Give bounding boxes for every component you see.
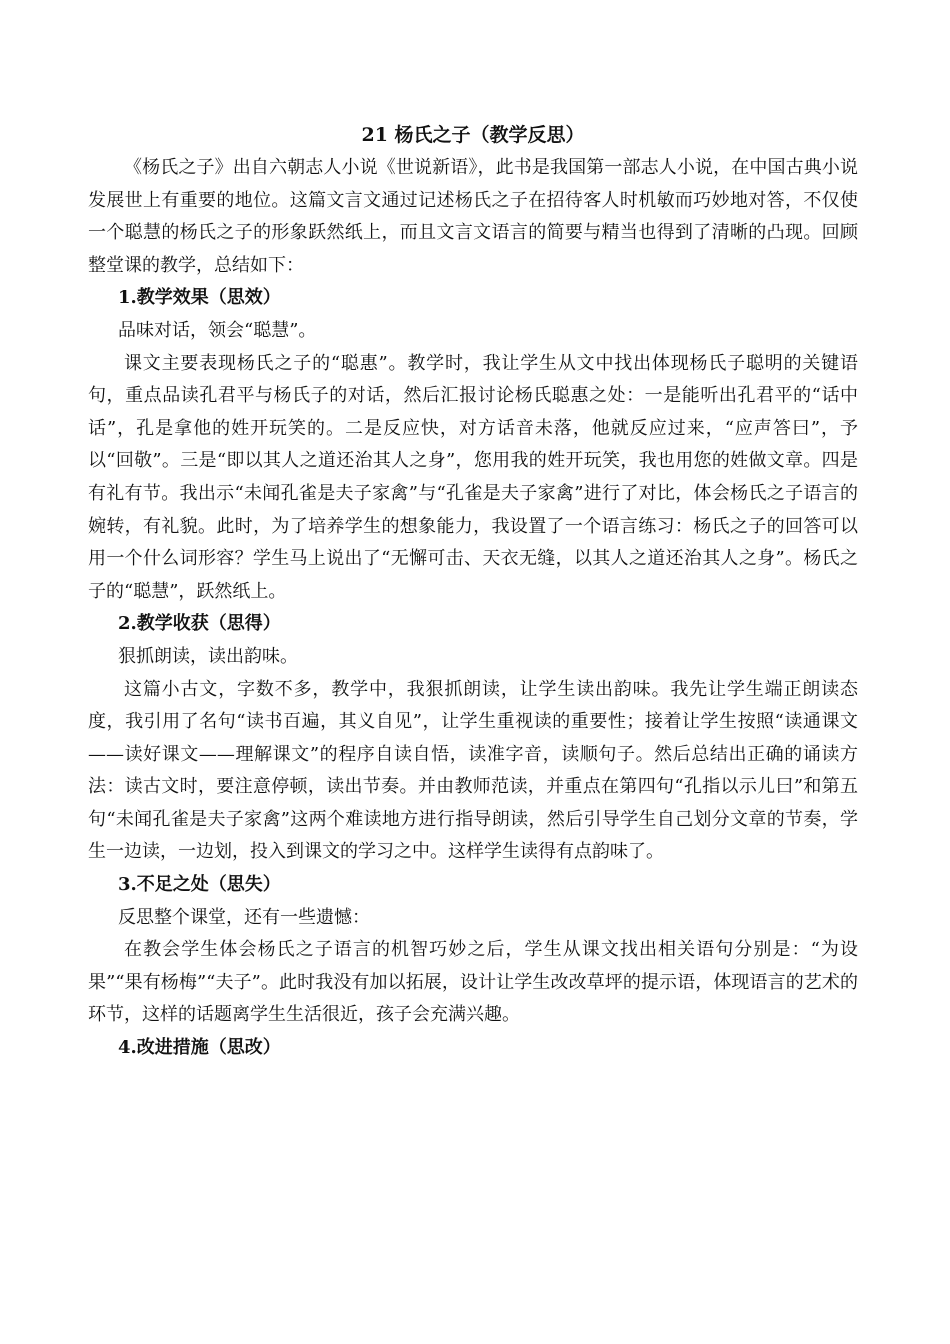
- section-subtitle-effect: 品味对话，领会“聪慧”。: [118, 319, 317, 341]
- section-body-effect: 课文主要表现杨氏之子的“聪惠”。教学时，我让学生从文中找出体现杨氏子聪明的关键语句，重点品读孔君平与杨氏子的对话，然后汇报讨论杨氏聪惠之处：一是能听出孔君平的“话中话”，孔是拿他的姓开玩笑的。二是反应快，对方话音未落，他就反应过来，“应声答曰”，予以“回敬”。三是“即以其人之道还治其人之身”，您用我的姓开玩笑，我也用您的姓做文章。四是有礼有节。我出示“未闻孔雀是夫子家禽”与“孔雀是夫子家禽”进行了对比，体会杨氏之子语言的婉转，有礼貌。此时，为了培养学生的想象能力，我设置了一个语言练习：杨氏之子的回答可以用一个什么词形容？学生马上说出了“无懈可击、天衣无缝，以其人之道还治其人之身”。杨氏之子的“聪慧”，跃然纸上。: [88, 352, 858, 602]
- section-heading-effect: 1.教学效果（思效）: [118, 287, 281, 309]
- section-subtitle-gain: 狠抓朗读，读出韵味。: [118, 645, 298, 667]
- section-heading-improvement: 4.改进措施（思改）: [118, 1037, 281, 1059]
- section-body-gain: 这篇小古文，字数不多，教学中，我狠抓朗读，让学生读出韵味。我先让学生端正朗读态度，我引用了名句“读书百遍，其义自见”，让学生重视读的重要性；接着让学生按照“读通课文——读好课文——理解课文”的程序自读自悟，读准字音，读顺句子。然后总结出正确的诵读方法：读古文时，要注意停顿，读出节奏。并由教师范读，并重点在第四句“孔指以示儿曰”和第五句“未闻孔雀是夫子家禽”这两个难读地方进行指导朗读，然后引导学生自己划分文章的节奏，学生一边读，一边划，投入到课文的学习之中。这样学生读得有点韵味了。: [88, 678, 858, 863]
- document-title: 21 杨氏之子（教学反思）: [361, 124, 585, 146]
- section-body-shortcoming: 在教会学生体会杨氏之子语言的机智巧妙之后，学生从课文找出相关语句分别是：“为设果”“果有杨梅”“夫子”。此时我没有加以拓展，设计让学生改改草坪的提示语，体现语言的艺术的环节，这样的话题离学生生活很近，孩子会充满兴趣。: [88, 939, 858, 1026]
- section-heading-shortcoming: 3.不足之处（思失）: [118, 874, 281, 896]
- intro-paragraph: 《杨氏之子》出自六朝志人小说《世说新语》，此书是我国第一部志人小说，在中国古典小说发展世上有重要的地位。这篇文言文通过记述杨氏之子在招待客人时机敏而巧妙地对答，不仅使一个聪慧的杨氏之子的形象跃然纸上，而且文言文语言的简要与精当也得到了清晰的凸现。回顾整堂课的教学，总结如下：: [88, 157, 858, 276]
- document-page: [88, 118, 858, 1065]
- section-subtitle-shortcoming: 反思整个课堂，还有一些遗憾：: [118, 906, 370, 928]
- section-heading-gain: 2.教学收获（思得）: [118, 613, 281, 635]
